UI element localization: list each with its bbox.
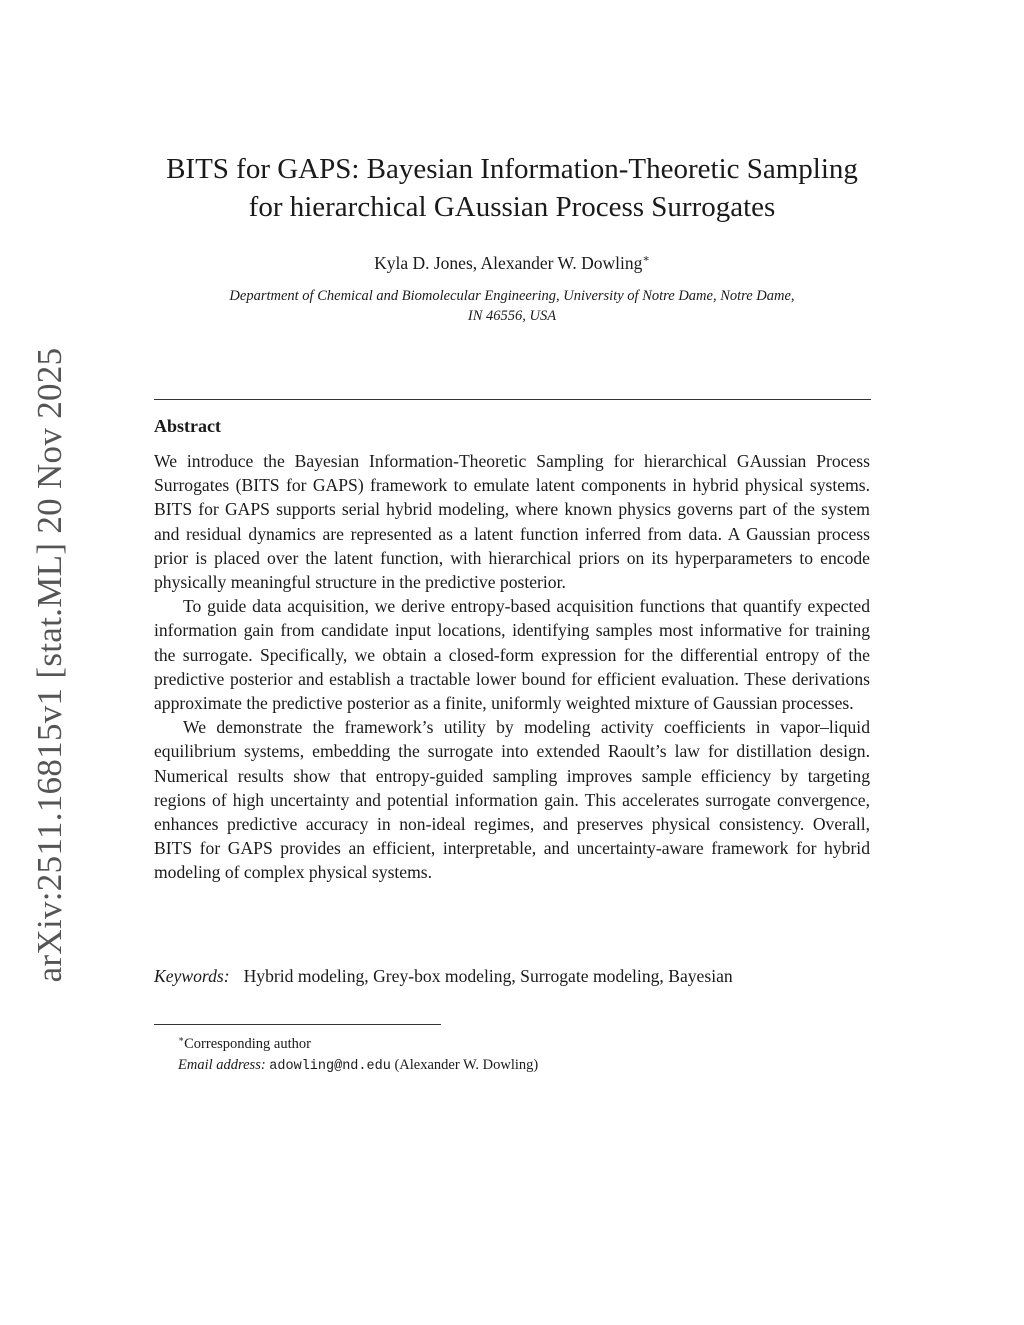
email-owner: (Alexander W. Dowling) (394, 1056, 539, 1073)
abstract-paragraph-1: We introduce the Bayesian Information-Theoretic Sampling for hierarchical GAussian Process Surrogates (BITS for GAPS) framework to emulate latent components in hybrid physical systems. BITS for GAPS supports serial hybrid modeling, where known physics governs part of the system and residual dynamics are represented as a latent function inferred from data. A Gaussian process prior is placed over the latent function, with hierarchical priors on its hyperparameters to encode physically meaningful structure in the predictive posterior. (154, 451, 870, 593)
abstract-paragraph-3: We demonstrate the framework’s utility by modeling activity coefficients in vapor–liquid equilibrium systems, embedding the surrogate into extended Raoult’s law for distillation design. Numerical results show that entropy-guided sampling improves sample efficiency by targeting regions of high uncertainty and potential information gain. This accelerates surrogate convergence, enhances predictive accuracy in non-ideal regimes, and preserves physical consistency. Overall, BITS for GAPS provides an efficient, interpretable, and uncertainty-aware framework for hybrid modeling of complex physical systems. (154, 717, 870, 883)
affiliation-line-1: Department of Chemical and Biomolecular Engineering, University of Notre Dame, Notre Dame, (229, 288, 795, 304)
author-list (130, 252, 894, 274)
arxiv-identifier-stamp: arXiv:2511.16815v1 [stat.ML] 20 Nov 2025 (30, 347, 69, 983)
footnote-rule (154, 1024, 441, 1025)
author-affiliation (150, 286, 874, 326)
affiliation-line-2: IN 46556, USA (467, 308, 557, 324)
footnote-mark: ∗ (178, 1034, 185, 1044)
email-address-link[interactable]: adowling@nd.edu (269, 1058, 391, 1074)
keywords-text: Hybrid modeling, Grey-box modeling, Surrogate modeling, Bayesian (243, 966, 733, 986)
abstract-paragraph-2: To guide data acquisition, we derive entropy-based acquisition functions that quantify expected information gain from candidate input locations, identifying samples most informative for training the surrogate. Specifically, we obtain a closed-form expression for the differential entropy of the predictive posterior and establish a tractable lower bound for efficient evaluation. These derivations approximate the predictive posterior as a finite, uniformly weighted mixture of Gaussian processes. (154, 596, 870, 714)
footnotes (178, 1029, 538, 1077)
paper-title (130, 150, 894, 226)
author-names: Kyla D. Jones, Alexander W. Dowling (374, 252, 643, 273)
paper-title-line-1: BITS for GAPS: Bayesian Information-Theoretic Sampling (166, 153, 858, 185)
corresponding-author-mark: ∗ (642, 253, 650, 265)
footnote-email (178, 1055, 538, 1077)
keywords-line (154, 966, 870, 987)
abstract-top-rule (154, 399, 871, 400)
abstract-body (154, 449, 870, 885)
footnote-corresponding (178, 1029, 538, 1055)
email-label: Email address: (178, 1056, 266, 1073)
footnote-corresponding-text: Corresponding author (184, 1035, 311, 1052)
abstract-heading: Abstract (154, 416, 221, 436)
keywords-label: Keywords: (154, 966, 230, 986)
paper-title-line-2: for hierarchical GAussian Process Surrogates (248, 191, 776, 223)
